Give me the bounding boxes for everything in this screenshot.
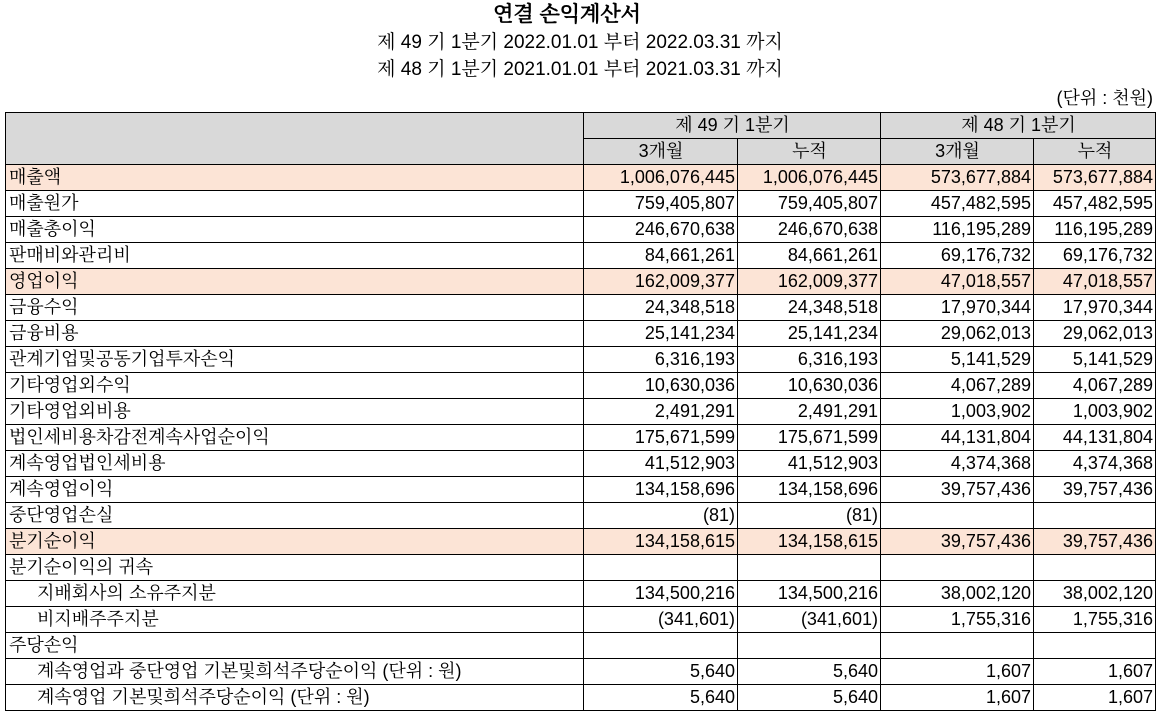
table-row bbox=[6, 295, 1156, 321]
current-cumulative-value: 25,141,234 bbox=[738, 321, 881, 347]
prior-3m-value bbox=[881, 633, 1034, 659]
header-current-3m: 3개월 bbox=[584, 139, 738, 165]
table-row bbox=[6, 269, 1156, 295]
row-label: 매출원가 bbox=[6, 191, 584, 217]
header-account-column bbox=[6, 113, 584, 165]
prior-cumulative-value: 17,970,344 bbox=[1034, 295, 1156, 321]
row-label: 중단영업손실 bbox=[6, 503, 584, 529]
table-row bbox=[6, 477, 1156, 503]
prior-cumulative-value: 39,757,436 bbox=[1034, 477, 1156, 503]
table-row bbox=[6, 217, 1156, 243]
table-row bbox=[6, 243, 1156, 269]
table-row bbox=[6, 529, 1156, 555]
prior-3m-value: 5,141,529 bbox=[881, 347, 1034, 373]
prior-cumulative-value: 457,482,595 bbox=[1034, 191, 1156, 217]
table-row bbox=[6, 581, 1156, 607]
current-3m-value bbox=[584, 633, 738, 659]
prior-3m-value: 38,002,120 bbox=[881, 581, 1034, 607]
current-cumulative-value: 24,348,518 bbox=[738, 295, 881, 321]
prior-cumulative-value: 44,131,804 bbox=[1034, 425, 1156, 451]
row-label: 영업이익 bbox=[6, 269, 584, 295]
table-body bbox=[6, 165, 1156, 711]
current-cumulative-value: (81) bbox=[738, 503, 881, 529]
row-label: 금융수익 bbox=[6, 295, 584, 321]
current-cumulative-value: 134,158,615 bbox=[738, 529, 881, 555]
table-row bbox=[6, 451, 1156, 477]
prior-cumulative-value: 1,003,902 bbox=[1034, 399, 1156, 425]
current-3m-value: 759,405,807 bbox=[584, 191, 738, 217]
prior-cumulative-value: 116,195,289 bbox=[1034, 217, 1156, 243]
table-row bbox=[6, 347, 1156, 373]
header-period-prior: 제 48 기 1분기 bbox=[881, 113, 1156, 139]
current-3m-value: 134,500,216 bbox=[584, 581, 738, 607]
current-cumulative-value: 134,158,696 bbox=[738, 477, 881, 503]
current-cumulative-value: 162,009,377 bbox=[738, 269, 881, 295]
prior-cumulative-value: 39,757,436 bbox=[1034, 529, 1156, 555]
current-3m-value: 41,512,903 bbox=[584, 451, 738, 477]
row-label: 관계기업및공동기업투자손익 bbox=[6, 347, 584, 373]
prior-cumulative-value: 29,062,013 bbox=[1034, 321, 1156, 347]
current-3m-value: 25,141,234 bbox=[584, 321, 738, 347]
income-statement-table bbox=[5, 112, 1156, 711]
row-label: 계속영업 기본및희석주당순이익 (단위 : 원) bbox=[6, 685, 584, 711]
row-label: 비지배주주지분 bbox=[6, 607, 584, 633]
prior-cumulative-value: 1,607 bbox=[1034, 685, 1156, 711]
row-label: 매출액 bbox=[6, 165, 584, 191]
current-cumulative-value: 84,661,261 bbox=[738, 243, 881, 269]
row-label: 지배회사의 소유주지분 bbox=[6, 581, 584, 607]
period-prior-range: 제 48 기 1분기 2021.01.01 부터 2021.03.31 까지 bbox=[377, 59, 783, 80]
current-cumulative-value bbox=[738, 633, 881, 659]
current-cumulative-value: 2,491,291 bbox=[738, 399, 881, 425]
prior-3m-value: 69,176,732 bbox=[881, 243, 1034, 269]
header-current-cumulative: 누적 bbox=[738, 139, 881, 165]
prior-cumulative-value bbox=[1034, 633, 1156, 659]
prior-3m-value: 4,374,368 bbox=[881, 451, 1034, 477]
current-3m-value: (81) bbox=[584, 503, 738, 529]
row-label: 분기순이익 bbox=[6, 529, 584, 555]
prior-3m-value: 4,067,289 bbox=[881, 373, 1034, 399]
current-cumulative-value: 5,640 bbox=[738, 685, 881, 711]
current-3m-value: 6,316,193 bbox=[584, 347, 738, 373]
prior-cumulative-value bbox=[1034, 555, 1156, 581]
row-label: 기타영업외비용 bbox=[6, 399, 584, 425]
current-3m-value bbox=[584, 555, 738, 581]
table-row bbox=[6, 503, 1156, 529]
prior-cumulative-value: 4,374,368 bbox=[1034, 451, 1156, 477]
row-label: 판매비와관리비 bbox=[6, 243, 584, 269]
prior-cumulative-value: 5,141,529 bbox=[1034, 347, 1156, 373]
table-row bbox=[6, 191, 1156, 217]
current-cumulative-value: 5,640 bbox=[738, 659, 881, 685]
prior-3m-value: 1,003,902 bbox=[881, 399, 1034, 425]
table-row bbox=[6, 373, 1156, 399]
table-row bbox=[6, 659, 1156, 685]
prior-3m-value: 573,677,884 bbox=[881, 165, 1034, 191]
current-cumulative-value: 134,500,216 bbox=[738, 581, 881, 607]
prior-3m-value: 457,482,595 bbox=[881, 191, 1034, 217]
prior-3m-value bbox=[881, 503, 1034, 529]
prior-cumulative-value: 573,677,884 bbox=[1034, 165, 1156, 191]
table-header bbox=[6, 113, 1156, 165]
current-3m-value: 246,670,638 bbox=[584, 217, 738, 243]
current-cumulative-value: 246,670,638 bbox=[738, 217, 881, 243]
row-label: 계속영업법인세비용 bbox=[6, 451, 584, 477]
unit-label: (단위 : 천원) bbox=[1056, 88, 1153, 108]
prior-cumulative-value: 38,002,120 bbox=[1034, 581, 1156, 607]
table-row bbox=[6, 399, 1156, 425]
prior-3m-value: 1,755,316 bbox=[881, 607, 1034, 633]
current-cumulative-value: 10,630,036 bbox=[738, 373, 881, 399]
prior-cumulative-value: 4,067,289 bbox=[1034, 373, 1156, 399]
prior-cumulative-value bbox=[1034, 503, 1156, 529]
current-3m-value: (341,601) bbox=[584, 607, 738, 633]
current-3m-value: 5,640 bbox=[584, 685, 738, 711]
table-row bbox=[6, 321, 1156, 347]
current-cumulative-value: 759,405,807 bbox=[738, 191, 881, 217]
header-period-current: 제 49 기 1분기 bbox=[584, 113, 881, 139]
prior-3m-value: 1,607 bbox=[881, 685, 1034, 711]
row-label: 계속영업과 중단영업 기본및희석주당순이익 (단위 : 원) bbox=[6, 659, 584, 685]
current-3m-value: 5,640 bbox=[584, 659, 738, 685]
current-cumulative-value: (341,601) bbox=[738, 607, 881, 633]
current-3m-value: 2,491,291 bbox=[584, 399, 738, 425]
prior-cumulative-value: 1,755,316 bbox=[1034, 607, 1156, 633]
prior-cumulative-value: 1,607 bbox=[1034, 659, 1156, 685]
table-row bbox=[6, 607, 1156, 633]
prior-3m-value: 29,062,013 bbox=[881, 321, 1034, 347]
current-3m-value: 10,630,036 bbox=[584, 373, 738, 399]
row-label: 분기순이익의 귀속 bbox=[6, 555, 584, 581]
row-label: 법인세비용차감전계속사업순이익 bbox=[6, 425, 584, 451]
header-prior-cumulative: 누적 bbox=[1034, 139, 1156, 165]
table-row bbox=[6, 165, 1156, 191]
current-cumulative-value: 175,671,599 bbox=[738, 425, 881, 451]
prior-cumulative-value: 69,176,732 bbox=[1034, 243, 1156, 269]
current-cumulative-value: 1,006,076,445 bbox=[738, 165, 881, 191]
statement-title: 연결 손익계산서 bbox=[493, 3, 641, 26]
current-3m-value: 175,671,599 bbox=[584, 425, 738, 451]
current-3m-value: 134,158,696 bbox=[584, 477, 738, 503]
prior-3m-value bbox=[881, 555, 1034, 581]
current-3m-value: 162,009,377 bbox=[584, 269, 738, 295]
prior-3m-value: 47,018,557 bbox=[881, 269, 1034, 295]
current-3m-value: 84,661,261 bbox=[584, 243, 738, 269]
prior-3m-value: 116,195,289 bbox=[881, 217, 1034, 243]
header-row-periods bbox=[6, 113, 1156, 139]
table-row bbox=[6, 555, 1156, 581]
prior-3m-value: 1,607 bbox=[881, 659, 1034, 685]
current-cumulative-value bbox=[738, 555, 881, 581]
prior-3m-value: 39,757,436 bbox=[881, 477, 1034, 503]
prior-3m-value: 44,131,804 bbox=[881, 425, 1034, 451]
current-cumulative-value: 41,512,903 bbox=[738, 451, 881, 477]
current-3m-value: 24,348,518 bbox=[584, 295, 738, 321]
row-label: 기타영업외수익 bbox=[6, 373, 584, 399]
row-label: 계속영업이익 bbox=[6, 477, 584, 503]
row-label: 주당손익 bbox=[6, 633, 584, 659]
table-row bbox=[6, 425, 1156, 451]
table-row bbox=[6, 633, 1156, 659]
table-row bbox=[6, 685, 1156, 711]
period-current-range: 제 49 기 1분기 2022.01.01 부터 2022.03.31 까지 bbox=[377, 32, 783, 53]
prior-3m-value: 17,970,344 bbox=[881, 295, 1034, 321]
prior-cumulative-value: 47,018,557 bbox=[1034, 269, 1156, 295]
prior-3m-value: 39,757,436 bbox=[881, 529, 1034, 555]
current-cumulative-value: 6,316,193 bbox=[738, 347, 881, 373]
row-label: 매출총이익 bbox=[6, 217, 584, 243]
current-3m-value: 134,158,615 bbox=[584, 529, 738, 555]
current-3m-value: 1,006,076,445 bbox=[584, 165, 738, 191]
header-prior-3m: 3개월 bbox=[881, 139, 1034, 165]
row-label: 금융비용 bbox=[6, 321, 584, 347]
